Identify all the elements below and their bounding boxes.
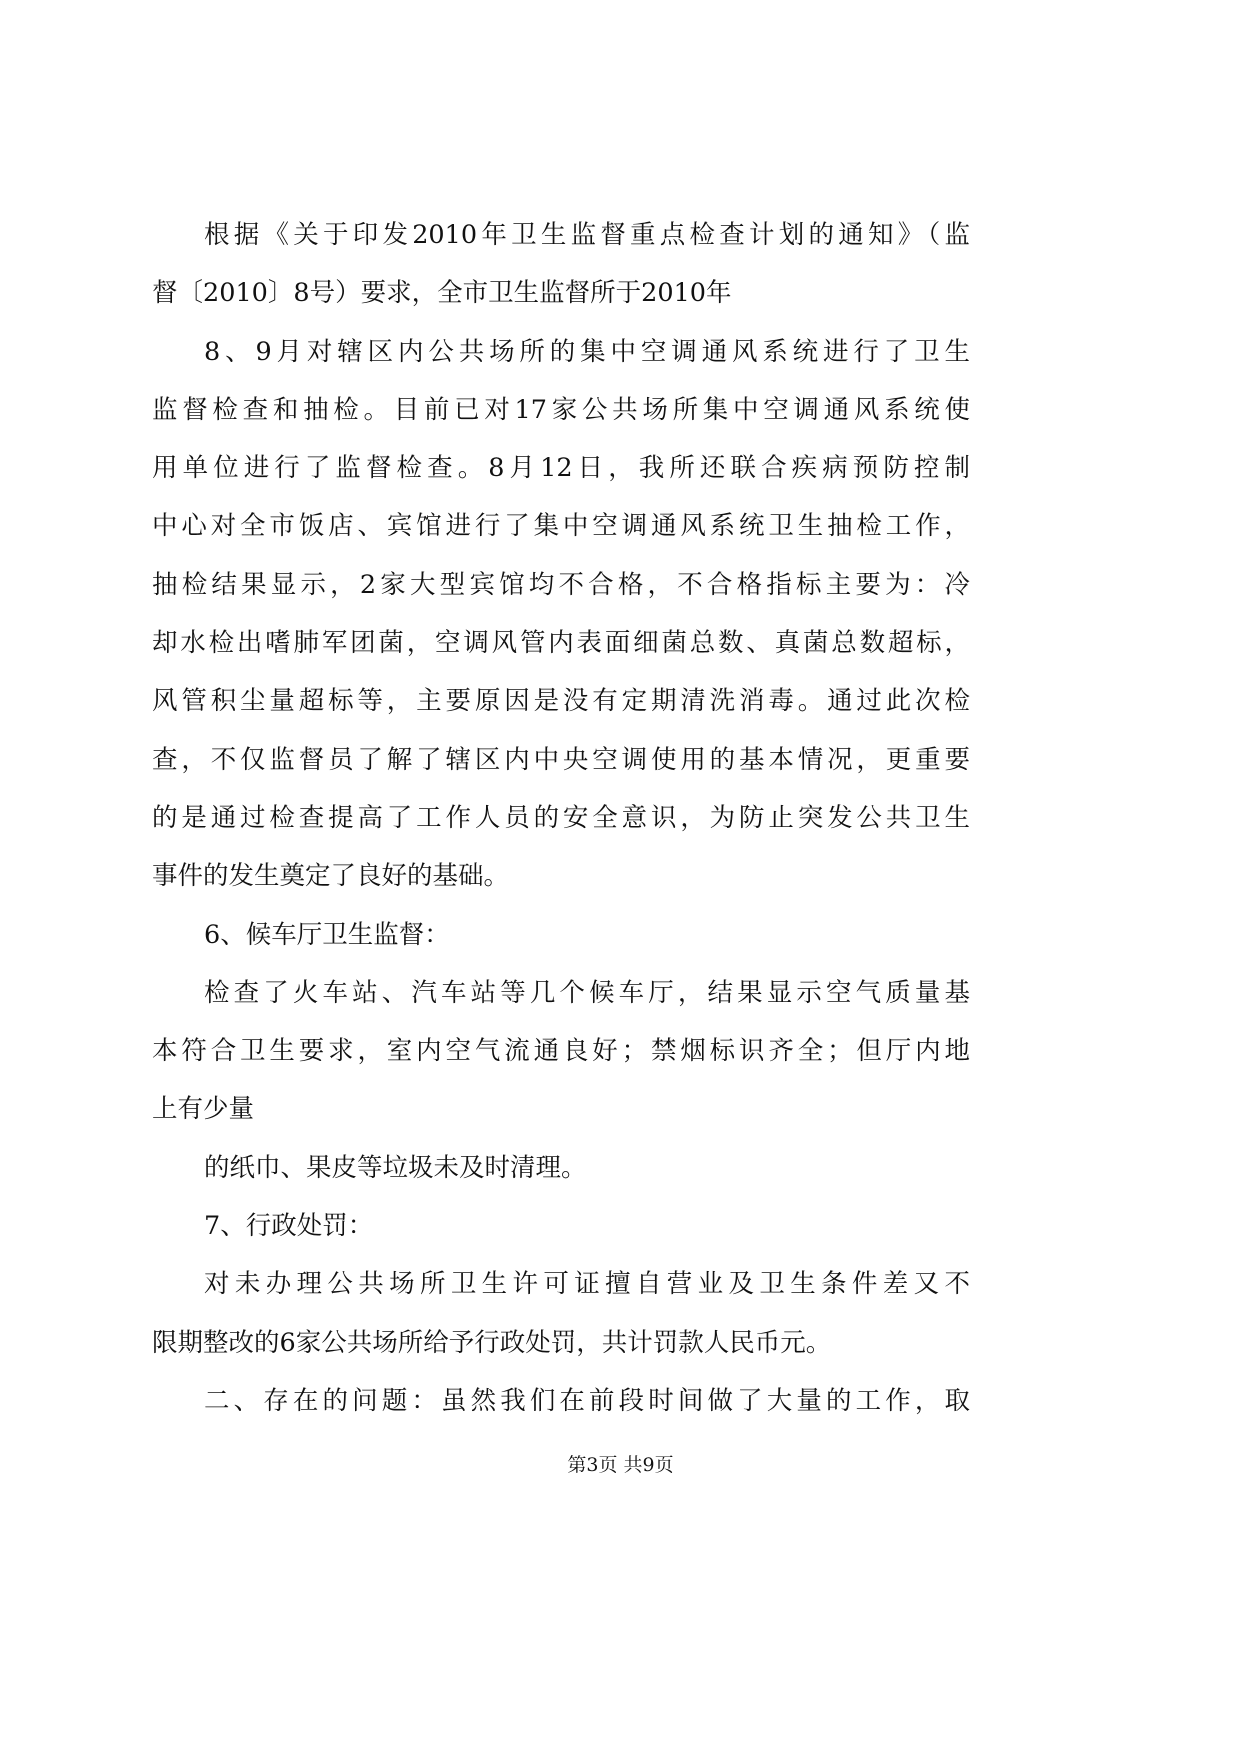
text-line: 抽检结果显示，2家大型宾馆均不合格，不合格指标主要为：冷: [152, 569, 970, 600]
text-line: 中心对全市饭店、宾馆进行了集中空调通风系统卫生抽检工作，: [152, 511, 970, 542]
text-line: 用单位进行了监督检查。8月12日，我所还联合疾病预防控制: [152, 453, 970, 484]
body-text: [152, 206, 970, 1430]
text-line: 根据《关于印发2010年卫生监督重点检查计划的通知》（监: [204, 220, 970, 250]
text-line: 督〔2010〕8号）要求，全市卫生监督所于2010年: [152, 278, 732, 309]
text-line: 风管积尘量超标等，主要原因是没有定期清洗消毒。通过此次检: [152, 686, 970, 717]
page-number-footer: 第3页 共9页: [567, 1454, 674, 1476]
text-line: 监督检查和抽检。目前已对17家公共场所集中空调通风系统使: [152, 394, 970, 425]
section-heading: 6、候车厅卫生监督：: [204, 919, 450, 950]
text-line: 却水检出嗜肺军团菌，空调风管内表面细菌总数、真菌总数超标，: [152, 628, 970, 659]
text-line: 上有少量: [152, 1094, 255, 1125]
text-line: 限期整改的6家公共场所给予行政处罚，共计罚款人民币元。: [152, 1327, 832, 1358]
text-line: 的纸巾、果皮等垃圾未及时清理。: [204, 1152, 587, 1183]
text-line: 二、存在的问题：虽然我们在前段时间做了大量的工作，取: [204, 1385, 970, 1416]
text-line: 的是通过检查提高了工作人员的安全意识，为防止突发公共卫生: [152, 802, 970, 833]
text-line: 8、9月对辖区内公共场所的集中空调通风系统进行了卫生: [204, 336, 970, 367]
section-heading: 7、行政处罚：: [204, 1211, 374, 1242]
text-line: 本符合卫生要求，室内空气流通良好；禁烟标识齐全；但厅内地: [152, 1036, 970, 1067]
text-line: 事件的发生奠定了良好的基础。: [152, 861, 510, 892]
text-line: 检查了火车站、汽车站等几个候车厅，结果显示空气质量基: [204, 977, 970, 1008]
text-line: 对未办理公共场所卫生许可证擅自营业及卫生条件差又不: [204, 1269, 970, 1300]
text-line: 查，不仅监督员了解了辖区内中央空调使用的基本情况，更重要: [152, 744, 970, 775]
